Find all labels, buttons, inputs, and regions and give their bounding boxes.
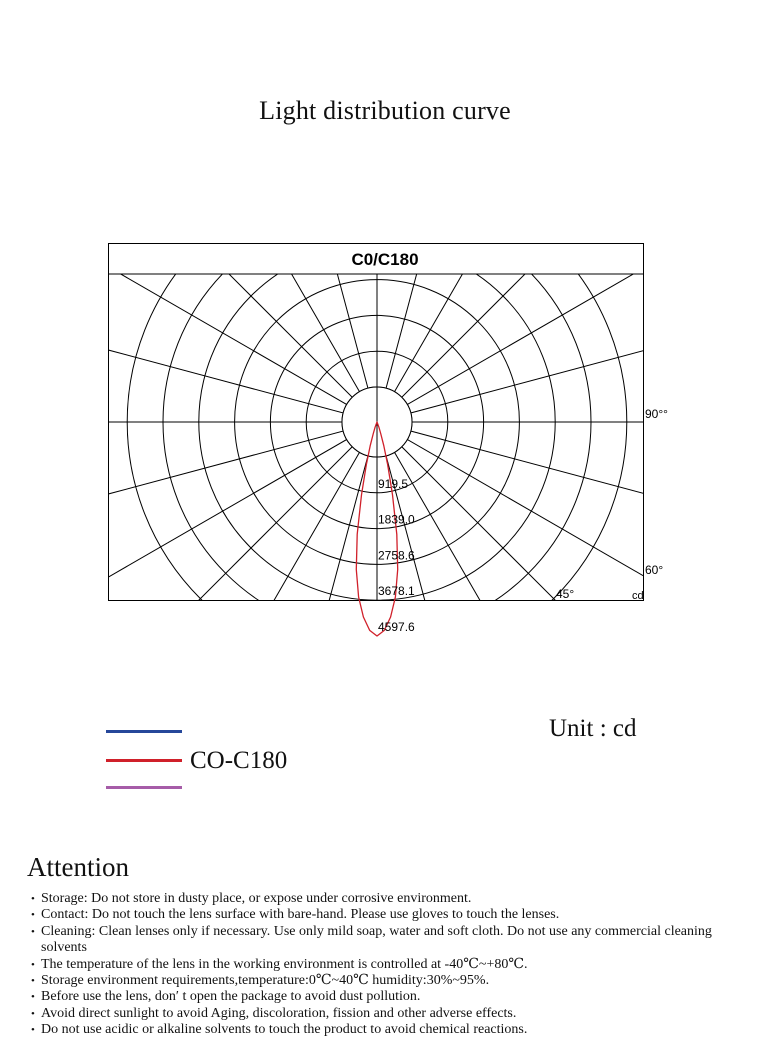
- page-title: Light distribution curve: [259, 96, 511, 125]
- angle-label-45: 45°: [556, 587, 575, 601]
- polar-chart-svg: [108, 243, 668, 634]
- angle-label-60: 60°: [645, 563, 664, 577]
- legend-line-red: [106, 759, 182, 762]
- attention-item-sunlight: • Avoid direct sunlight to avoid Aging, discoloration, fission and other adverse effects.: [30, 1006, 730, 1022]
- legend-line-blue: [106, 730, 182, 733]
- chart-legend: [106, 726, 406, 796]
- attention-item-solvents: • Do not use acidic or alkaline solvents to touch the product to avoid chemical reactions.: [30, 1022, 730, 1038]
- radial-tick-label: 3678.1: [378, 584, 415, 599]
- chart-subtitle: C0/C180: [351, 250, 419, 269]
- angle-label-90: 90°°: [645, 407, 668, 421]
- attention-item-storage-env: • Storage environment requirements,temperature:0℃~40℃ humidity:30%~95%.: [30, 973, 730, 989]
- polar-chart: [108, 243, 668, 634]
- attention-item-temperature: • The temperature of the lens in the working environment is controlled at -40℃~+80℃.: [30, 957, 730, 973]
- unit-label: Unit : cd: [549, 715, 637, 742]
- attention-list: [30, 891, 730, 1039]
- attention-item-contact: • Contact: Do not touch the lens surface with bare-hand. Please use gloves to touch the lenses.: [30, 907, 730, 923]
- attention-heading: Attention: [27, 852, 129, 882]
- radial-tick-label: 1839.0: [378, 512, 415, 527]
- radial-tick-label: 4597.6: [378, 620, 415, 634]
- legend-label-co-c180: CO-C180: [190, 747, 288, 774]
- unit-axis-label: cd: [632, 590, 644, 602]
- attention-item-cleaning: • Cleaning: Clean lenses only if necessary. Use only mild soap, water and soft cloth. Do not use any commercial cleaning solvents: [30, 924, 730, 957]
- radial-tick-label: 2758.6: [378, 548, 415, 563]
- attention-item-package: • Before use the lens, don′ t open the package to avoid dust pollution.: [30, 989, 730, 1005]
- attention-item-storage: • Storage: Do not store in dusty place, or expose under corrosive environment.: [30, 891, 730, 907]
- legend-line-purple: [106, 786, 182, 789]
- radial-tick-label: 919.5: [378, 476, 409, 491]
